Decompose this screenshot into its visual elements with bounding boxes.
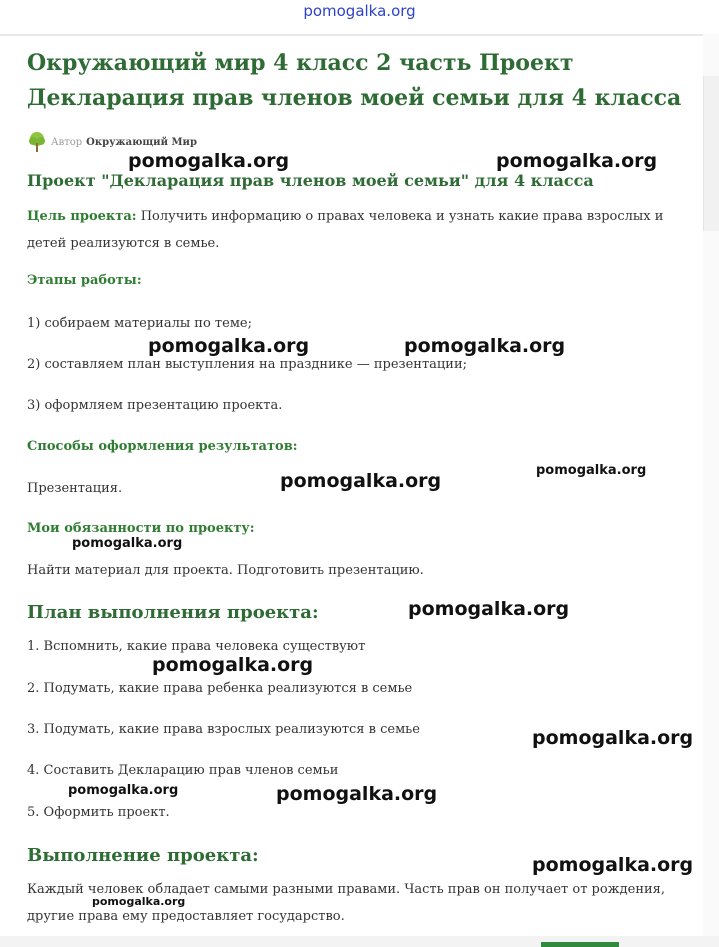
stage-item: 2) составляем план выступления на празднике — презентации; — [27, 357, 467, 372]
stages-label: Этапы работы: — [27, 273, 142, 288]
watermark: pomogalka.org — [536, 463, 647, 478]
watermark: pomogalka.org — [404, 335, 566, 357]
watermark: pomogalka.org — [92, 895, 186, 908]
goal-label: Цель проекта: — [27, 209, 137, 224]
watermark: pomogalka.org — [128, 150, 290, 172]
watermark: pomogalka.org — [148, 335, 310, 357]
site-logo-link[interactable]: pomogalka.org — [303, 2, 416, 20]
duties-text: Найти материал для проекта. Подготовить презентацию. — [27, 563, 424, 578]
plan-heading: План выполнения проекта: — [27, 602, 319, 623]
project-heading: Проект "Декларация прав членов моей семьи" для 4 класса — [27, 171, 594, 190]
bottom-bar — [0, 936, 719, 947]
author-name[interactable]: Окружающий Мир — [86, 136, 197, 148]
plan-item: 5. Оформить проект. — [27, 805, 170, 820]
sidebar-widget-edge — [703, 76, 719, 231]
bottom-action-button[interactable] — [541, 942, 619, 947]
exec-heading: Выполнение проекта: — [27, 845, 259, 866]
watermark: pomogalka.org — [532, 854, 694, 876]
site-header — [0, 0, 719, 36]
plan-item: 2. Подумать, какие права ребенка реализуются в семье — [27, 681, 413, 696]
watermark: pomogalka.org — [280, 470, 442, 492]
right-sidebar-edge — [703, 34, 719, 947]
results-text: Презентация. — [27, 481, 123, 496]
watermark: pomogalka.org — [276, 783, 438, 805]
author-label: Автор — [51, 136, 83, 148]
plan-item: 4. Составить Декларацию прав членов семьи — [27, 763, 339, 778]
goal-paragraph — [27, 203, 687, 257]
watermark: pomogalka.org — [72, 536, 183, 551]
results-label: Способы оформления результатов: — [27, 439, 298, 454]
watermark: pomogalka.org — [408, 598, 570, 620]
goal-text: Получить информацию о правах человека и узнать какие права взрослых и детей реализуются в семье. — [27, 209, 664, 251]
tree-icon — [27, 131, 47, 153]
watermark: pomogalka.org — [532, 727, 694, 749]
plan-item: 1. Вспомнить, какие права человека существуют — [27, 639, 366, 654]
plan-item: 3. Подумать, какие права взрослых реализуются в семье — [27, 722, 420, 737]
watermark: pomogalka.org — [496, 150, 658, 172]
article-title: Окружающий мир 4 класс 2 часть Проект Декларация прав членов моей семьи для 4 класса — [27, 50, 682, 111]
watermark: pomogalka.org — [68, 783, 179, 798]
exec-text: Каждый человек обладает самыми разными правами. Часть прав он получает от рождения, другие права ему предоставляет государство. — [27, 882, 665, 924]
stage-item: 3) оформляем презентацию проекта. — [27, 398, 283, 413]
stage-item: 1) собираем материалы по теме; — [27, 316, 252, 331]
watermark: pomogalka.org — [152, 654, 314, 676]
duties-label: Мои обязанности по проекту: — [27, 521, 255, 536]
